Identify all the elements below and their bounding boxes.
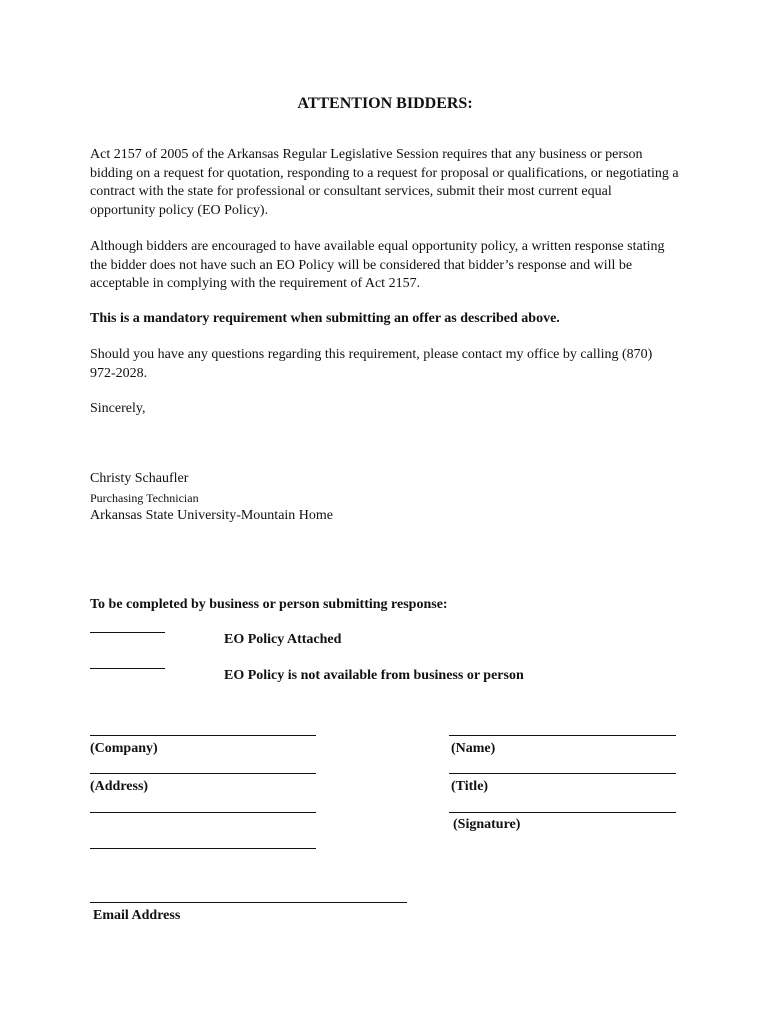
page-title: ATTENTION BIDDERS: (297, 95, 473, 112)
although-paragraph: Although bidders are encouraged to have available equal opportunity policy, a written response stating the bidder does not have such an EO Policy will be considered that bidder’s response and will be acceptable in complying with the requirement of Act 2157. (90, 239, 665, 291)
address-label: (Address) (90, 779, 149, 794)
eo-attached-blank[interactable] (90, 632, 165, 633)
signer-title: Purchasing Technician (90, 491, 199, 505)
eo-attached-label: EO Policy Attached (224, 632, 342, 647)
closing-text: Sincerely, (90, 401, 146, 416)
address-line-2[interactable] (90, 812, 316, 813)
address-line[interactable] (90, 773, 316, 774)
email-label: Email Address (93, 908, 181, 923)
signature-line[interactable] (449, 812, 676, 813)
name-label: (Name) (451, 741, 496, 756)
signer-organization: Arkansas State University-Mountain Home (90, 508, 334, 523)
eo-not-available-blank[interactable] (90, 668, 165, 669)
name-line[interactable] (449, 735, 676, 736)
act-paragraph: Act 2157 of 2005 of the Arkansas Regular Legislative Session requires that any business or person bidding on a request for quotation, responding to a request for proposal or qualifications, or negotiating a contract with the state for professional or consultant services, submit their most current equal opportunity policy (EO Policy). (90, 147, 679, 218)
email-line[interactable] (90, 902, 407, 903)
company-label: (Company) (90, 741, 158, 756)
mandatory-notice: This is a mandatory requirement when submitting an offer as described above. (90, 311, 560, 326)
title-label: (Title) (451, 779, 489, 794)
address-line-3[interactable] (90, 848, 316, 849)
questions-paragraph: Should you have any questions regarding this requirement, please contact my office by calling (870) 972-2028. (90, 347, 653, 381)
signature-label: (Signature) (453, 817, 521, 832)
title-line[interactable] (449, 773, 676, 774)
eo-not-available-label: EO Policy is not available from business or person (224, 668, 524, 683)
signer-name: Christy Schaufler (90, 471, 189, 486)
form-heading: To be completed by business or person submitting response: (90, 597, 448, 612)
company-line[interactable] (90, 735, 316, 736)
